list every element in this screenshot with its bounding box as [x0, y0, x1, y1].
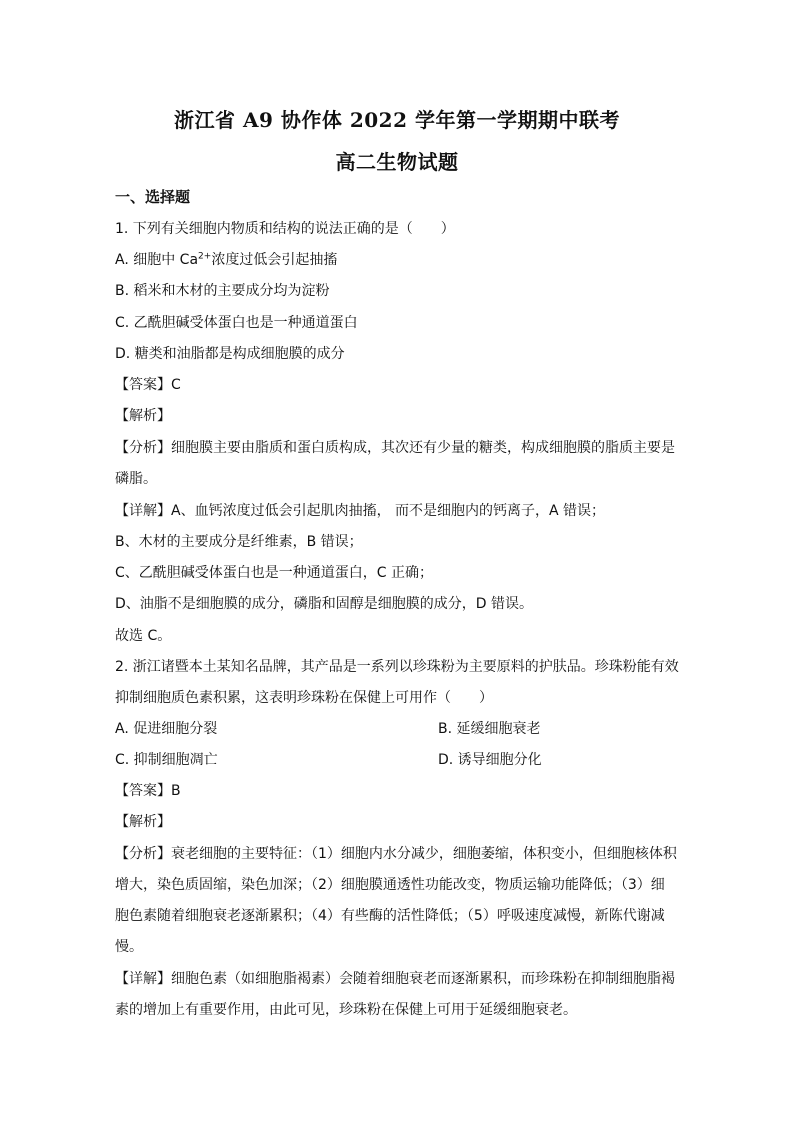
q2-analysis-tag: 【解析】	[115, 814, 171, 830]
q1-xiangjie-tag: 【详解】	[115, 503, 171, 519]
q2-fenxi-line-3: 胞色素随着细胞衰老逐渐累积；（4）有些酶的活性降低；（5）呼吸速度减慢，新陈代谢减	[115, 908, 665, 924]
q2-answer-value: B	[171, 783, 181, 799]
q1-answer-tag: 【答案】	[115, 377, 171, 393]
q1-fenxi-text-1: 细胞膜主要由脂质和蛋白质构成，其次还有少量的糖类，构成细胞膜的脂质主要是	[171, 440, 675, 456]
q2-xiangjie-line-1	[115, 968, 675, 988]
q1-xiangjie-line-3: C、乙酰胆碱受体蛋白也是一种通道蛋白，C 正确；	[115, 565, 433, 581]
q2-option-b: B. 延缓细胞衰老	[438, 721, 541, 737]
q1-xiangjie-line-4: D、油脂不是细胞膜的成分，磷脂和固醇是细胞膜的成分，D 错误。	[115, 596, 534, 612]
q2-option-a: A. 促进细胞分裂	[115, 721, 218, 737]
q2-fenxi-text-1: 衰老细胞的主要特征：（1）细胞内水分减少，细胞萎缩，体积变小，但细胞核体积	[171, 846, 677, 862]
q2-answer-tag: 【答案】	[115, 783, 171, 799]
q2-fenxi-line-4: 慢。	[115, 939, 143, 955]
q1-option-a-pre: A. 细胞中 Ca	[115, 252, 199, 268]
q1-conclusion: 故选 C。	[115, 628, 172, 644]
q1-xiangjie-text-1: A、血钙浓度过低会引起肌肉抽搐， 而不是细胞内的钙离子，A 错误；	[171, 503, 606, 519]
q2-xiangjie-tag: 【详解】	[115, 971, 171, 987]
q1-answer-value: C	[171, 377, 181, 393]
q1-xiangjie-line-1	[115, 500, 605, 520]
q1-analysis-tag: 【解析】	[115, 408, 171, 424]
q2-option-c: C. 抑制细胞凋亡	[115, 752, 218, 768]
q2-stem-line-1: 2. 浙江诸暨本土某知名品牌，其产品是一系列以珍珠粉为主要原料的护肤品。珍珠粉能有效	[115, 659, 679, 675]
q1-fenxi-line-1	[115, 437, 675, 457]
section-title: 一、选择题	[115, 188, 191, 206]
q2-stem-line-2: 抑制细胞质色素积累，这表明珍珠粉在保健上可用作（ ）	[115, 690, 493, 706]
exam-subtitle: 高二生物试题	[335, 150, 459, 174]
q1-option-c: C. 乙酰胆碱受体蛋白也是一种通道蛋白	[115, 315, 358, 331]
q2-xiangjie-line-2: 素的增加上有重要作用，由此可见，珍珠粉在保健上可用于延缓细胞衰老。	[115, 1002, 577, 1018]
q1-option-b: B. 稻米和木材的主要成分均为淀粉	[115, 283, 330, 299]
q2-fenxi-line-2: 增大，染色质固缩，染色加深；（2）细胞膜通透性功能改变，物质运输功能降低；（3）细	[115, 877, 665, 893]
q1-answer	[115, 374, 181, 394]
q1-option-a-sup: 2+	[198, 251, 212, 262]
q2-answer	[115, 780, 181, 800]
q2-fenxi-line-1	[115, 843, 677, 863]
exam-title: 浙江省 A9 协作体 2022 学年第一学期期中联考	[174, 108, 620, 132]
q1-option-d: D. 糖类和油脂都是构成细胞膜的成分	[115, 346, 345, 362]
q1-stem: 1. 下列有关细胞内物质和结构的说法正确的是（ ）	[115, 221, 455, 237]
q2-fenxi-tag: 【分析】	[115, 846, 171, 862]
q1-fenxi-tag: 【分析】	[115, 440, 171, 456]
q2-option-d: D. 诱导细胞分化	[438, 752, 542, 768]
q1-option-a	[115, 249, 337, 269]
q1-option-a-post: 浓度过低会引起抽搐	[211, 252, 338, 268]
q2-xiangjie-text-1: 细胞色素（如细胞脂褐素）会随着细胞衰老而逐渐累积，而珍珠粉在抑制细胞脂褐	[171, 971, 675, 987]
q1-fenxi-line-2: 磷脂。	[115, 471, 157, 487]
q1-xiangjie-line-2: B、木材的主要成分是纤维素，B 错误；	[115, 534, 363, 550]
